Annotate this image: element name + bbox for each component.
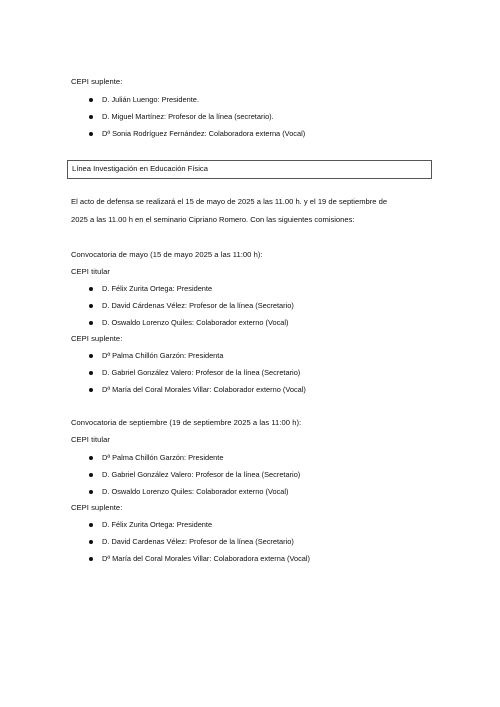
list-item: D. Miguel Martínez: Profesor de la línea (secretario). bbox=[102, 112, 274, 121]
bullet-icon bbox=[89, 371, 93, 375]
may-titular-heading: CEPI titular bbox=[71, 267, 111, 276]
bullet-icon bbox=[89, 557, 93, 561]
sept-title: Convocatoria de septiembre (19 de septiembre 2025 a las 11:00 h): bbox=[71, 418, 302, 427]
bullet-icon bbox=[89, 456, 93, 460]
list-item: D. David Cárdenas Vélez: Profesor de la línea (Secretario) bbox=[102, 301, 294, 310]
may-title: Convocatoria de mayo (15 de mayo 2025 a las 11:00 h): bbox=[71, 250, 263, 259]
list-item: D. David Cardenas Vélez: Profesor de la línea (Secretario) bbox=[102, 537, 294, 546]
bullet-icon bbox=[89, 388, 93, 392]
bullet-icon bbox=[89, 132, 93, 136]
list-item: D. Julián Luengo: Presidente. bbox=[102, 95, 199, 104]
list-item: D. Oswaldo Lorenzo Quiles: Colaborador externo (Vocal) bbox=[102, 487, 289, 496]
bullet-icon bbox=[89, 304, 93, 308]
bullet-icon bbox=[89, 98, 93, 102]
section-title-box bbox=[67, 160, 432, 179]
bullet-icon bbox=[89, 523, 93, 527]
list-item: D. Gabriel González Valero: Profesor de la línea (Secretario) bbox=[102, 470, 301, 479]
bullet-icon bbox=[89, 115, 93, 119]
list-item: D. Gabriel González Valero: Profesor de la línea (Secretario) bbox=[102, 368, 301, 377]
cepi-suplente-heading: CEPI suplente: bbox=[71, 77, 123, 86]
bullet-icon bbox=[89, 473, 93, 477]
list-item: D. Oswaldo Lorenzo Quiles: Colaborador externo (Vocal) bbox=[102, 318, 289, 327]
bullet-icon bbox=[89, 354, 93, 358]
list-item: D. Félix Zurita Ortega: Presidente bbox=[102, 284, 213, 293]
bullet-icon bbox=[89, 540, 93, 544]
bullet-icon bbox=[89, 321, 93, 325]
bullet-icon bbox=[89, 287, 93, 291]
bullet-icon bbox=[89, 490, 93, 494]
intro-line-2: 2025 a las 11.00 h en el seminario Cipriano Romero. Con las siguientes comisiones: bbox=[71, 215, 355, 224]
list-item: Dª Palma Chillón Garzón: Presidenta bbox=[102, 351, 224, 360]
sept-suplente-heading: CEPI suplente: bbox=[71, 503, 123, 512]
sept-titular-heading: CEPI titular bbox=[71, 435, 111, 444]
list-item: D. Félix Zurita Ortega: Presidente bbox=[102, 520, 213, 529]
list-item: Dª Palma Chillón Garzón: Presidente bbox=[102, 453, 224, 462]
intro-line-1: El acto de defensa se realizará el 15 de mayo de 2025 a las 11.00 h. y el 19 de septiembre de bbox=[71, 197, 388, 206]
list-item: Dª Sonia Rodríguez Fernández: Colaboradora externa (Vocal) bbox=[102, 129, 306, 138]
section-title: Línea Investigación en Educación Física bbox=[72, 164, 208, 173]
may-suplente-heading: CEPI suplente: bbox=[71, 334, 123, 343]
list-item: Dª María del Coral Morales Villar: Colaboradora externa (Vocal) bbox=[102, 554, 310, 563]
list-item: Dª María del Coral Morales Villar: Colaborador externo (Vocal) bbox=[102, 385, 306, 394]
